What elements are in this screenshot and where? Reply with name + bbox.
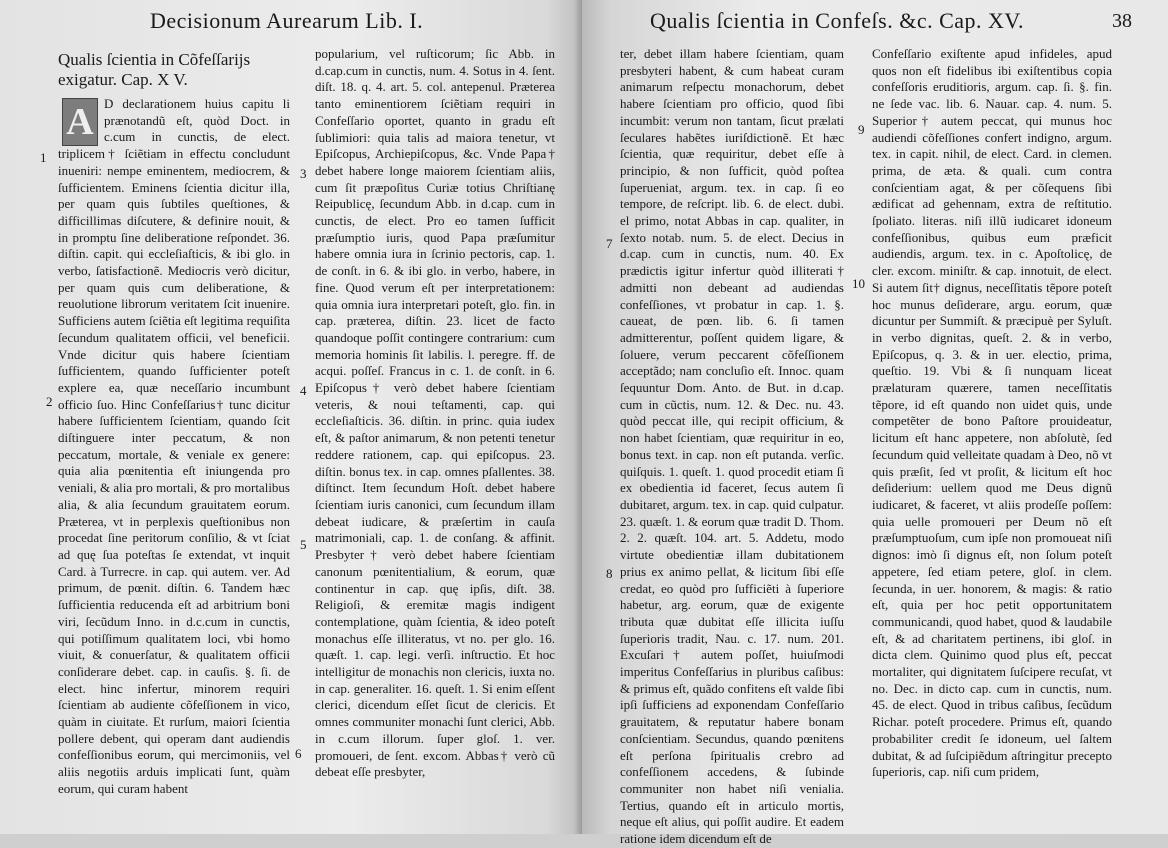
margin-number: 4 <box>300 383 307 398</box>
drop-cap-initial: A <box>62 98 98 146</box>
left-page <box>0 0 582 834</box>
chapter-title: Qualis ſcientia in Cõfeſſarijs exigatur. Cap. X V. <box>58 50 251 89</box>
margin-number: 1 <box>40 150 47 165</box>
margin-number: 7 <box>606 236 613 251</box>
left-column-a <box>58 50 290 798</box>
margin-number: 5 <box>300 537 307 552</box>
right-column-b-text: Confeſſario exiſtente apud infideles, apud quos non eſt fidelibus ibi exiſtentibus copia confeſſoris eruditioris, argum. cap. ſi. §. fin. ne ſede vac. lib. 6. Nauar. cap. 4. num. 5. Superior† autem peccat, qui munus hoc audiendi cõfeſſiones confert indigno, argum. tex. in capit. nihil, de elect. Card. in clemen. prima, de æta. & quali. cum contra conſcientiam agat, & per cõſequens ſibi ædificat ad gehennam, extra de reſtitutio. ſpoliato. literas. niſi illũ iudicaret idoneum confeſſionibus, quibus eum præficit audiendis, argum. tex. in c. Apoſtolicę, de cler. excom. miniſtr. & cap. innotuit, de elect. Si autem ſit† dignus, neceſſitatis tẽpore poteſt hoc munus deſiderare, argu. eorum, quæ dicuntur per Summiſt. & præcipuè per Syluſt. in verbo dignitas, queſt. 2. & in verbo, Epiſcopus, q. 3. & in uer. electio, prima, queſtio. 19. Vbi & ſi nunquam liceat prælaturam quærere, tamen neceſſitatis tẽpore, id eſt quando non uidet quis, unde competẽter de bono Paſtore prouideatur, licitum eſt hanc appetere, non abſolutè, ſed ſecundum quid velleitate quadam à Deo, nõ vt quis præſit, ſed vt proſit, & licitum eſt hoc deſiderium: uellem quod me Deus dignũ iudicaret, & faceret, vt aliis prodeſſe poſſem: quia uelle promoueri per Deum nõ eſt præſumptuoſum, cum ipſe non promoueat niſi dignos: imò ſi dignus eſt, non ſolum poteſt appetere, ſed etiam petere, gloſ. in clem. ſecunda, in uer. honorem, & magis: & ratio eſt, quia per hoc petit opportunitatem communicandi, quod habet, quod & laudabile eſt, & ad charitatem pertinens, ibi gloſ. in dicta clem. Quinimo quod plus eſt, peccat mortaliter, qui dignitatem ſuſcipere recuſat, vt no. Dec. in dicto cap. cum in cunctis, num. 45. de elect. Quod in tribus caſibus, ſecũdum Richar. poteſt procedere. Primus eſt, quando probabiliter credit ſe idoneum, uel ſaltem dubitat, & ad ſuſcipiẽdum aſtringitur precepto ſuperioris, cap. niſi cum pridem, <box>872 46 1112 780</box>
right-column-a-text: ter, debet illam habere ſcientiam, quam presbyteri habent, & cum habeat curam animarum reſpectu monachorum, debet habere ſcientiam pro officio, quod ſibi incumbit: verum non tantam, ſicut prælati ſeculares habẽtes iuriſdictionẽ. Et hæc ſcientia, quæ requiritur, debet eſſe à principio, & non ſufficit, quòd poſtea ſuperueniat, argum. tex. in cap. ſi eo tempore, de reſcript. lib. 6. de elect. dubi. el primo, notat Abbas in cap. qualiter, in ſexto notab. num. 5. de elect. Decius in d.cap. cum in cunctis, num. 40. Ex prædictis igitur infertur quòd illiterati† admitti non debeant ad audiendas confeſſiones, vt probatur in cap. 1. §. caueat, de pœn. lib. 6. ſi tamen admitterentur, poſſent quidem ligare, & ſoluere, verum peccarent cõfeſſionem acceptãdo; nam concluſio eſt. Innoc. quam ſequuntur Dom. Anto. de But. in d.cap. cum in cũctis, num. 12. & Dec. nu. 43. quòd peccat ille, qui recipit officium, & non habet ſcientiam, quæ requiritur in eo, bonus text. in cap. non eſt putanda. verſic. quiſquis. 1. queſt. 1. quod procedit etiam ſi ex obedientia id faceret, ſecus autem ſi dubitaret, argum. tex. in cap. quid culpatur. 23. quæſt. 1. & eorum quæ tradit D. Thom. 2. 2. quæſt. 104. art. 5. Addetu, modo virtute obedientiæ illam dubitationem prius ex animo pellat, & licitum ſibi eſſe credat, eo quòd pro ſufficiẽti à ſuperiore habetur, arg. eorum, quæ de exigente tributa quæ dubitat eſſe illicita iuſſu ſuperioris tradit, Nau. c. 17. num. 201. Excuſari† autem poſſet, huiuſmodi imperitus Confeſſarius in pluribus caſibus: & primus eſt, quãdo confitens eſt valde ſibi ipſi ſufficiens ad exponendam Confeſſario grauitatem, & reputatur habere bonam conſcientiam. Secundus, quando pœnitens eſt perſona ſpiritualis crebro ad confeſſionem accedens, & ſubinde communiter non habet niſi venialia. Tertius, quando eſt in articulo mortis, neque eſt alius, qui poſſit audire. Et eadem ratione idem dicendum eſt de <box>620 46 844 847</box>
left-column-b-text: popularium, vel ruſticorum; ſic Abb. in d.cap.cum in cunctis, num. 4. Sotus in 4. ſent. diſt. 18. q. 4. art. 5. col. antepenul. Præterea tanto eminentiorem ſciẽtiam requiri in Confeſſario oportet, quanto in gradu eſt ſublimiori: quia talis ad maiora tenetur, vt Epiſcopus, Archiepiſcopus, &c. Vnde Papa† debet habere longe maiorem ſcientiam aliis, cum ſit præpoſitus Curiæ totius Chriſtianę Reipublicę, ſecundum Abb. in d.cap. cum in cunctis, de elect. Pro eo tamen ſufficit præſumptio iuris, quod Papa præſumitur habere omnia iura in ſcrinio pectoris, cap. 1. de conſt. in 6. & ibi glo. in verbo, habere, in fine. Quod verum eſt per interpretationem: quia omnia iura interpretari poteſt, glo. fin. in cap. præterea, diſtin. 23. licet de facto quandoque poſſit contingere contrarium: cum memoria hominis ſit labilis. l. peregre. ff. de acqui. poſſeſ. Francus in c. 1. de conſt. in 6. Epiſcopus† verò debet habere ſcientiam veteris, & noui teſtamenti, cap. qui eccleſiaſticis. 36. diſtin. in princ. quia iudex eſt, & paſtor animarum, & non petenti tenetur reddere rationem, cap. qui epiſcopus. 23. diſtin. bonus tex. in cap. omnes pſallentes. 38. diſtinct. Item ſecundum Hoſt. debet habere ſcientiam iuris canonici, cum ſecundum illam debeat iudicare, & præſertim in cauſa matrimoniali, cap. 1. de conſang. & affinit. Presbyter† verò debet habere ſcientiam canonum pœnitentialium, & eorum, quæ continentur in cap. quę ipſis, diſt. 38. Religioſi, & eremitæ magis indigent contemplatione, quàm ſcientia, & ideo poteſt monachus eſſe illiteratus, vt no. per glo. 16. quæſt. 1. cap. legi. verſi. inſtructio. Et hoc intelligitur de monachis non clericis, iuxta no. in cap. generaliter. 16. queſt. 1. Si enim eſſent clerici, dicendum eſſet ſicut de clericis. Et omnes communiter monachi ſunt clerici, Abb. in c.cum illorum. ſuper gloſ. 1. ver. promoueri, de ſent. excom. Abbas† verò cũ debeat eſſe presbyter, <box>315 46 555 780</box>
right-page <box>582 0 1168 847</box>
right-column-a <box>620 46 844 848</box>
margin-number: 6 <box>295 746 302 761</box>
margin-number: 9 <box>858 122 865 137</box>
right-column-b <box>872 46 1112 781</box>
margin-number: 8 <box>606 566 613 581</box>
right-running-header: Qualis ſcientia in Confeſs. &c. Cap. XV. <box>650 8 1024 33</box>
left-column-b <box>315 46 555 781</box>
margin-number: 10 <box>852 276 865 291</box>
left-column-a-text: D declarationem huius capitu li prænotandũ eſt, quòd Doct. in c.cum in cunctis, de elect. triplicem† ſciẽtiam in effectu concludunt inueniri: nempe eminentem, mediocrem, & ſufficientem. Eminens ſcientia dicitur illa, per quam quis ſubtiles queſtiones, & difficillimas diſcutere, & definire nouit, & in promptu ſine deliberatione reſpondet. 36. diſtin. capit. qui eccleſiaſticis, & ibi glo. in verbo, ſatisfactionẽ. Mediocris verò dicitur, per quam quis cum deliberatione, & reuolutione librorum veritatem ſcit inuenire. Sufficiens autem ſciẽtia eſt legitima requiſita ſecundum qualitatem officii, vel beneficii. Vnde dicitur quis habere ſcientiam ſufficientem, quando ſufficienter poteſt explere ea, quæ neceſſario incumbunt officio ſuo. Hinc Confeſſarius† tunc dicitur habere ſufficientem ſcientiam, quando ſcit diſtinguere inter peccatum, & non peccatum, mortale, & veniale ex genere: quia alia pœnitentia eſt iniungenda pro veniali, & alia pro mortali, & pro mortalibus alia, & alia ſecundum grauitatem eorum. Præterea, vt in perplexis queſtionibus non procedat ſine peritorum conſilio, & vt ſciat ad quę ſua poteſtas ſe extendat, vt inquit Card. à Turrecre. in cap. qui autem. ver. Ad primum, de pœnit. diſtin. 6. Tandem hæc ſufficientia reducenda eſt ad arbitrium boni viri, ſecũdum Inno. in d.c.cum in cunctis, qui potiſſimum qualitatem loci, vbi homo viuit, & conuerſatur, & qualitatem officii conſiderare debet. cap. in cauſis. §. ſi. de elect. hinc infertur, minorem requiri ſcientiam ab audiente cõfeſſionem in vico, quàm in ciuitate. Et rurſum, maiori ſcientia pollere debent, qui operam dant audiendis confeſſionibus eorum, qui mercimoniis, vel aliis negotiis arduis implicati ſunt, quàm eorum, qui curam habent <box>58 96 290 796</box>
page-number: 38 <box>1112 10 1132 32</box>
margin-number: 3 <box>300 166 307 181</box>
margin-number: 2 <box>46 394 53 409</box>
left-running-header: Decisionum Aurearum Lib. I. <box>150 8 424 33</box>
